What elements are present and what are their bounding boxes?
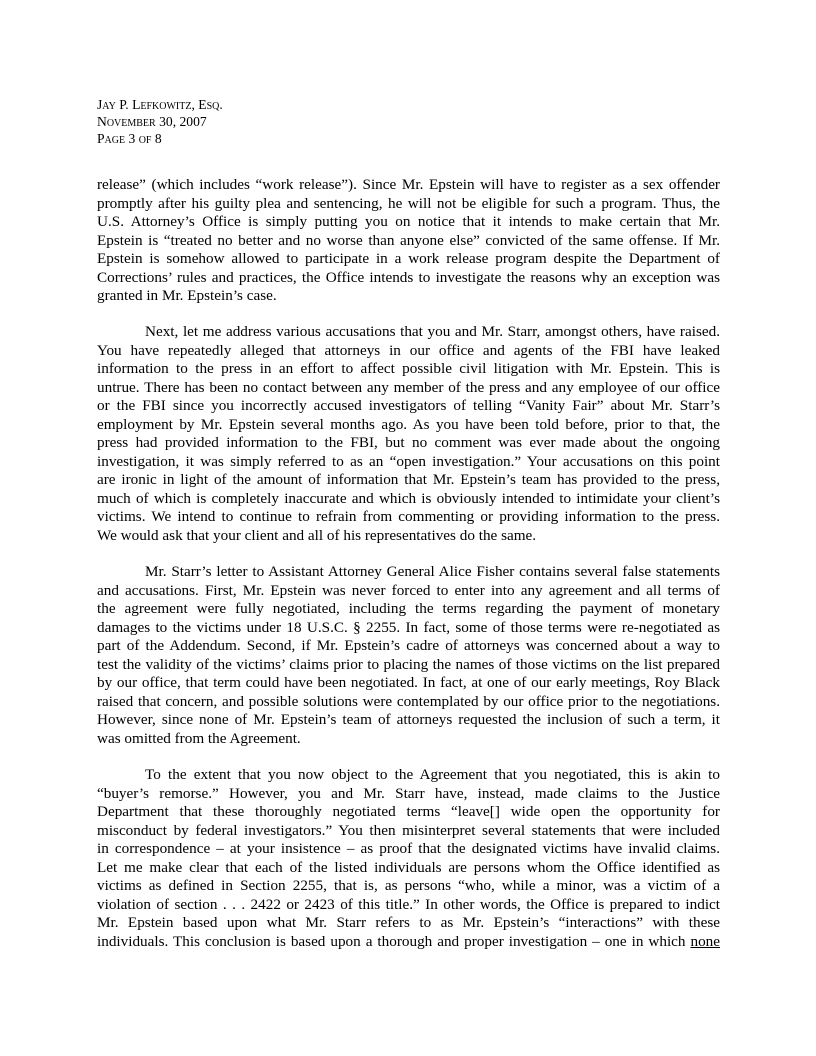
text-line: violation of section . . . 2422 or 2423 of this title.” In other words, the Office is prepared to indict [97,895,720,913]
text-line: You have repeatedly alleged that attorneys in our office and agents of the FBI have leaked [97,341,720,359]
text-line: employment by Mr. Epstein several months ago. As you have been told before, prior to that, the [97,415,720,433]
text-line: U.S. Attorney’s Office is simply putting you on notice that it intends to make certain that Mr. [97,213,720,230]
text-line: Corrections’ rules and practices, the Office intends to investigate the reasons why an exception was [97,268,720,286]
text-line: press had provided information to the FBI, but no comment was ever made about the ongoing [97,434,720,451]
header-page-number: Page 3 of 8 [97,131,162,146]
text-line: Mr. Starr’s letter to Assistant Attorney General Alice Fisher contains several false statements [145,563,720,580]
text-line: misconduct by federal investigators.” You then misinterpret several statements that were included [97,821,720,839]
text-line: information to the press in an effort to affect possible civil litigation with Mr. Epstein. This is [97,360,720,377]
text-line: are ironic in light of the amount of information that Mr. Epstein’s team has provided to the press, [97,471,720,488]
text-line: part of the Addendum. Second, if Mr. Epstein’s cadre of attorneys was concerned about a way to [97,637,720,654]
text-line: untrue. There has been no contact between any member of the press and any employee of our office [97,378,720,396]
text-line [97,933,720,952]
text-line: “buyer’s remorse.” However, you and Mr. Starr have, instead, made claims to the Justice [97,784,720,802]
text-line: Epstein is “treated no better and no worse than anyone else” convicted of the same offense. If Mr. [97,231,720,249]
text-line: However, since none of Mr. Epstein’s team of attorneys requested the inclusion of such a term, it [97,711,720,728]
text-line: Epstein is somehow allowed to participate in a work release program despite the Department of [97,250,720,267]
underlined-emphasis: none [690,932,720,950]
text-line: by our office, that term could have been negotiated. In fact, at one of our early meetings, Roy Black [97,674,720,691]
text-line-content: individuals. This conclusion is based upon a thorough and proper investigation – one in which [97,932,691,950]
text-line: in correspondence – at your insistence – as proof that the designated victims have invalid claims. [97,840,720,857]
text-line: Let me make clear that each of the listed individuals are persons whom the Office identified as [97,858,720,876]
header-date: November 30, 2007 [97,114,207,129]
text-line: promptly after his guilty plea and sentencing, he will not be eligible for such a program. Thus, the [97,194,720,212]
text-line: We would ask that your client and all of his representatives do the same. [97,526,537,544]
text-line: and accusations. First, Mr. Epstein was never forced to enter into any agreement and all terms of [97,581,720,599]
text-line: raised that concern, and possible solutions were contemplated by our office prior to the negotiations. [97,692,720,710]
text-line: To the extent that you now object to the Agreement that you negotiated, this is akin to [145,766,720,783]
text-line: investigation, it was simply referred to as an “open investigation.” Your accusations on this point [97,452,720,470]
text-line: was omitted from the Agreement. [97,729,301,747]
text-line: victims. We intend to continue to refrain from commenting or providing information to the press. [97,508,720,525]
text-line: release” (which includes “work release”). Since Mr. Epstein will have to register as a sex offender [97,176,720,193]
text-line: damages to the victims under 18 U.S.C. § 2255. In fact, some of those terms were re-negotiated as [97,618,720,636]
text-line: Mr. Epstein based upon what Mr. Starr refers to as Mr. Epstein’s “interactions” with these [97,914,720,931]
letter-header [97,96,223,147]
text-line: test the validity of the victims’ claims prior to placing the names of those victims on the list prepared [97,655,720,673]
text-line: Department that these thoroughly negotiated terms “leave[] wide open the opportunity for [97,803,720,820]
text-line: or the FBI since you incorrectly accused investigators of telling “Vanity Fair” about Mr. Starr’s [97,397,720,414]
header-recipient: Jay P. Lefkowitz, Esq. [97,97,223,112]
text-line: the agreement were fully negotiated, including the terms regarding the payment of monetary [97,600,720,617]
text-line: Next, let me address various accusations that you and Mr. Starr, amongst others, have raised. [145,323,720,340]
text-line: much of which is completely inaccurate and which is obviously intended to intimidate your client’s [97,489,720,507]
text-line: granted in Mr. Epstein’s case. [97,287,277,304]
text-line: victims as defined in Section 2255, that is, as persons “who, while a minor, was a victim of a [97,877,720,894]
